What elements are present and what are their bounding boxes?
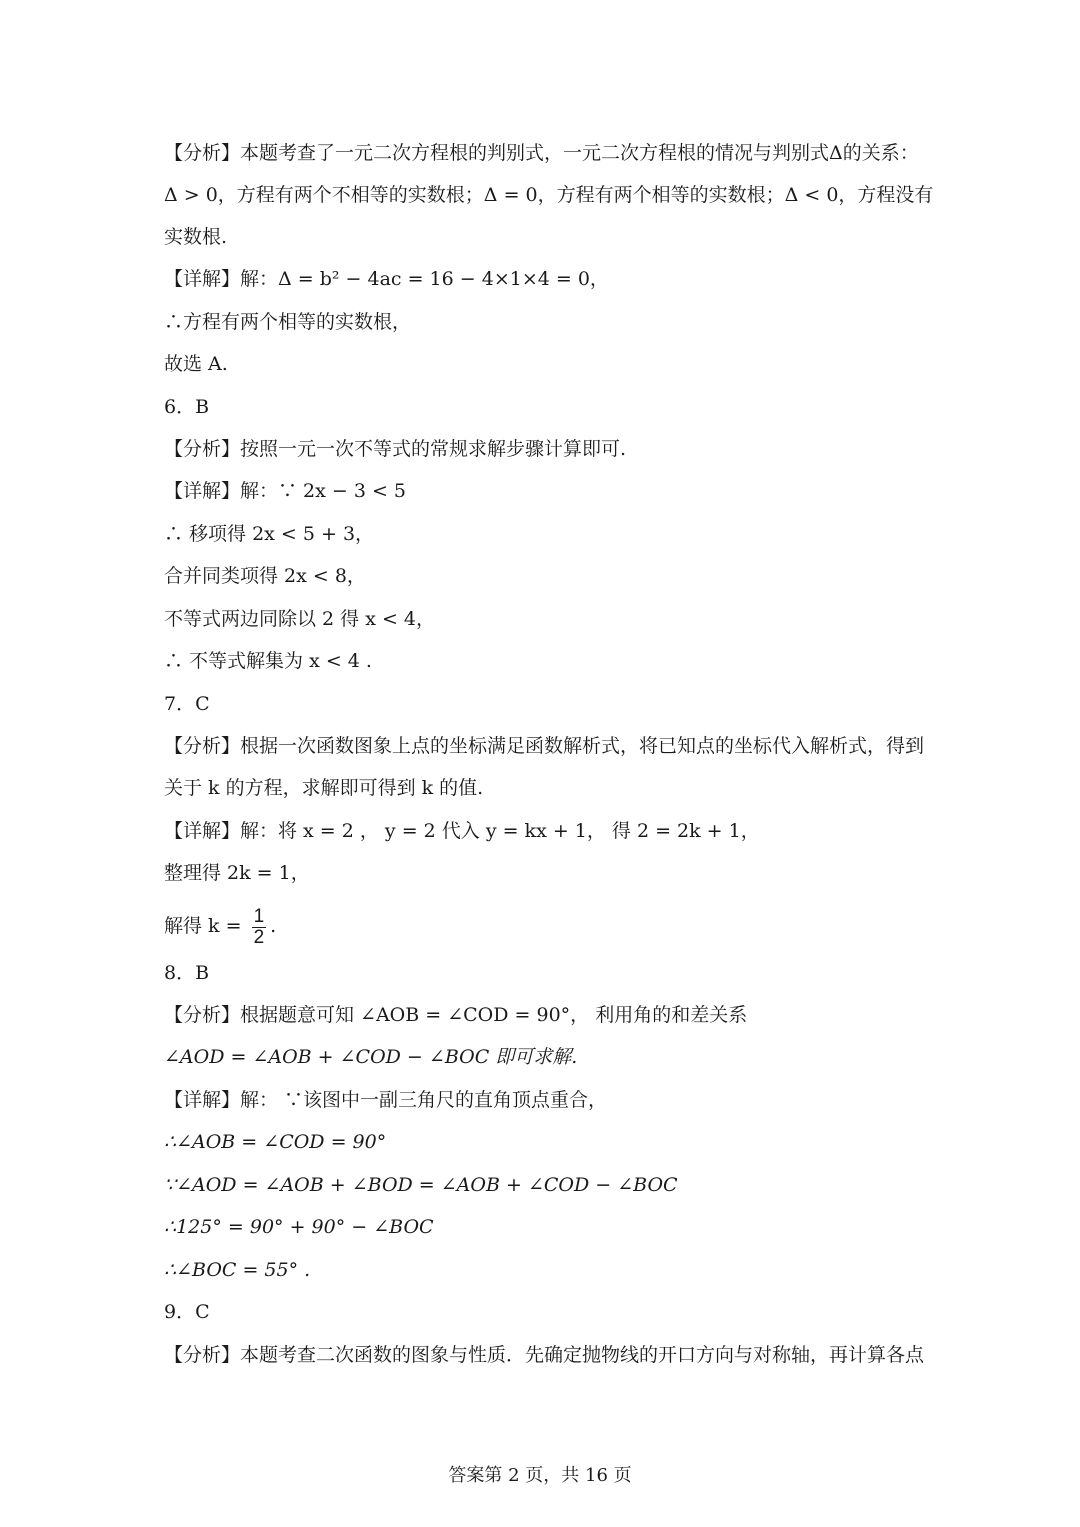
- question-number-6: 6．B: [164, 396, 210, 418]
- text-line: Δ > 0，方程有两个不相等的实数根；Δ = 0，方程有两个相等的实数根；Δ < 0，方程没有: [164, 184, 934, 206]
- solution-q6: 【详解】解：∵ 2x − 3 < 5: [164, 480, 407, 502]
- text-line: ∵∠AOD = ∠AOB + ∠BOD = ∠AOB + ∠COD − ∠BOC: [164, 1174, 678, 1196]
- fraction-one-half: [252, 907, 267, 948]
- text-line: 不等式两边同除以 2 得 x < 4，: [164, 608, 436, 630]
- analysis-q5: 【分析】本题考查了一元二次方程根的判别式，一元二次方程根的情况与判别式Δ的关系：: [164, 142, 919, 164]
- fraction-suffix: .: [270, 915, 277, 937]
- result-label: 解得 k =: [164, 915, 242, 937]
- text-line: ∠AOD = ∠AOB + ∠COD − ∠BOC 即可求解.: [164, 1046, 578, 1068]
- question-number-8: 8．B: [164, 962, 210, 984]
- text-line: ∴ 移项得 2x < 5 + 3，: [164, 523, 375, 545]
- analysis-q6: 【分析】按照一元一次不等式的常规求解步骤计算即可.: [164, 438, 627, 460]
- text-line: 实数根.: [164, 226, 228, 248]
- analysis-q8: 【分析】根据题意可知 ∠AOB = ∠COD = 90°， 利用角的和差关系: [164, 1004, 748, 1026]
- analysis-q9: 【分析】本题考查二次函数的图象与性质．先确定抛物线的开口方向与对称轴，再计算各点: [164, 1344, 925, 1366]
- text-line: 整理得 2k = 1，: [164, 862, 310, 884]
- solution-q7: 【详解】解：将 x = 2 ， y = 2 代入 y = kx + 1， 得 2 = 2k + 1，: [164, 820, 760, 842]
- text-line: 故选 A.: [164, 353, 228, 375]
- text-line: ∴∠AOB = ∠COD = 90°: [164, 1131, 387, 1153]
- page-footer: 答案第 2 页，共 16 页: [448, 1465, 632, 1486]
- text-line: ∴方程有两个相等的实数根，: [164, 311, 412, 333]
- analysis-q7: 【分析】根据一次函数图象上点的坐标满足函数解析式，将已知点的坐标代入解析式，得到: [164, 735, 925, 757]
- result-line: [164, 903, 934, 949]
- text-line: ∴∠BOC = 55° .: [164, 1259, 311, 1281]
- solution-q8: 【详解】解： ∵该图中一副三角尺的直角顶点重合，: [164, 1089, 608, 1111]
- question-number-9: 9．C: [164, 1301, 210, 1323]
- fraction-denominator: 2: [253, 926, 265, 948]
- text-line: ∴125° = 90° + 90° − ∠BOC: [164, 1216, 434, 1238]
- text-line: 关于 k 的方程，求解即可得到 k 的值.: [164, 777, 484, 799]
- question-number-7: 7．C: [164, 693, 210, 715]
- text-line: ∴ 不等式解集为 x < 4 .: [164, 650, 372, 672]
- fraction-numerator: 1: [253, 905, 265, 927]
- solution-q5: 【详解】解：Δ = b² − 4ac = 16 − 4×1×4 = 0，: [164, 268, 609, 290]
- text-line: 合并同类项得 2x < 8，: [164, 565, 366, 587]
